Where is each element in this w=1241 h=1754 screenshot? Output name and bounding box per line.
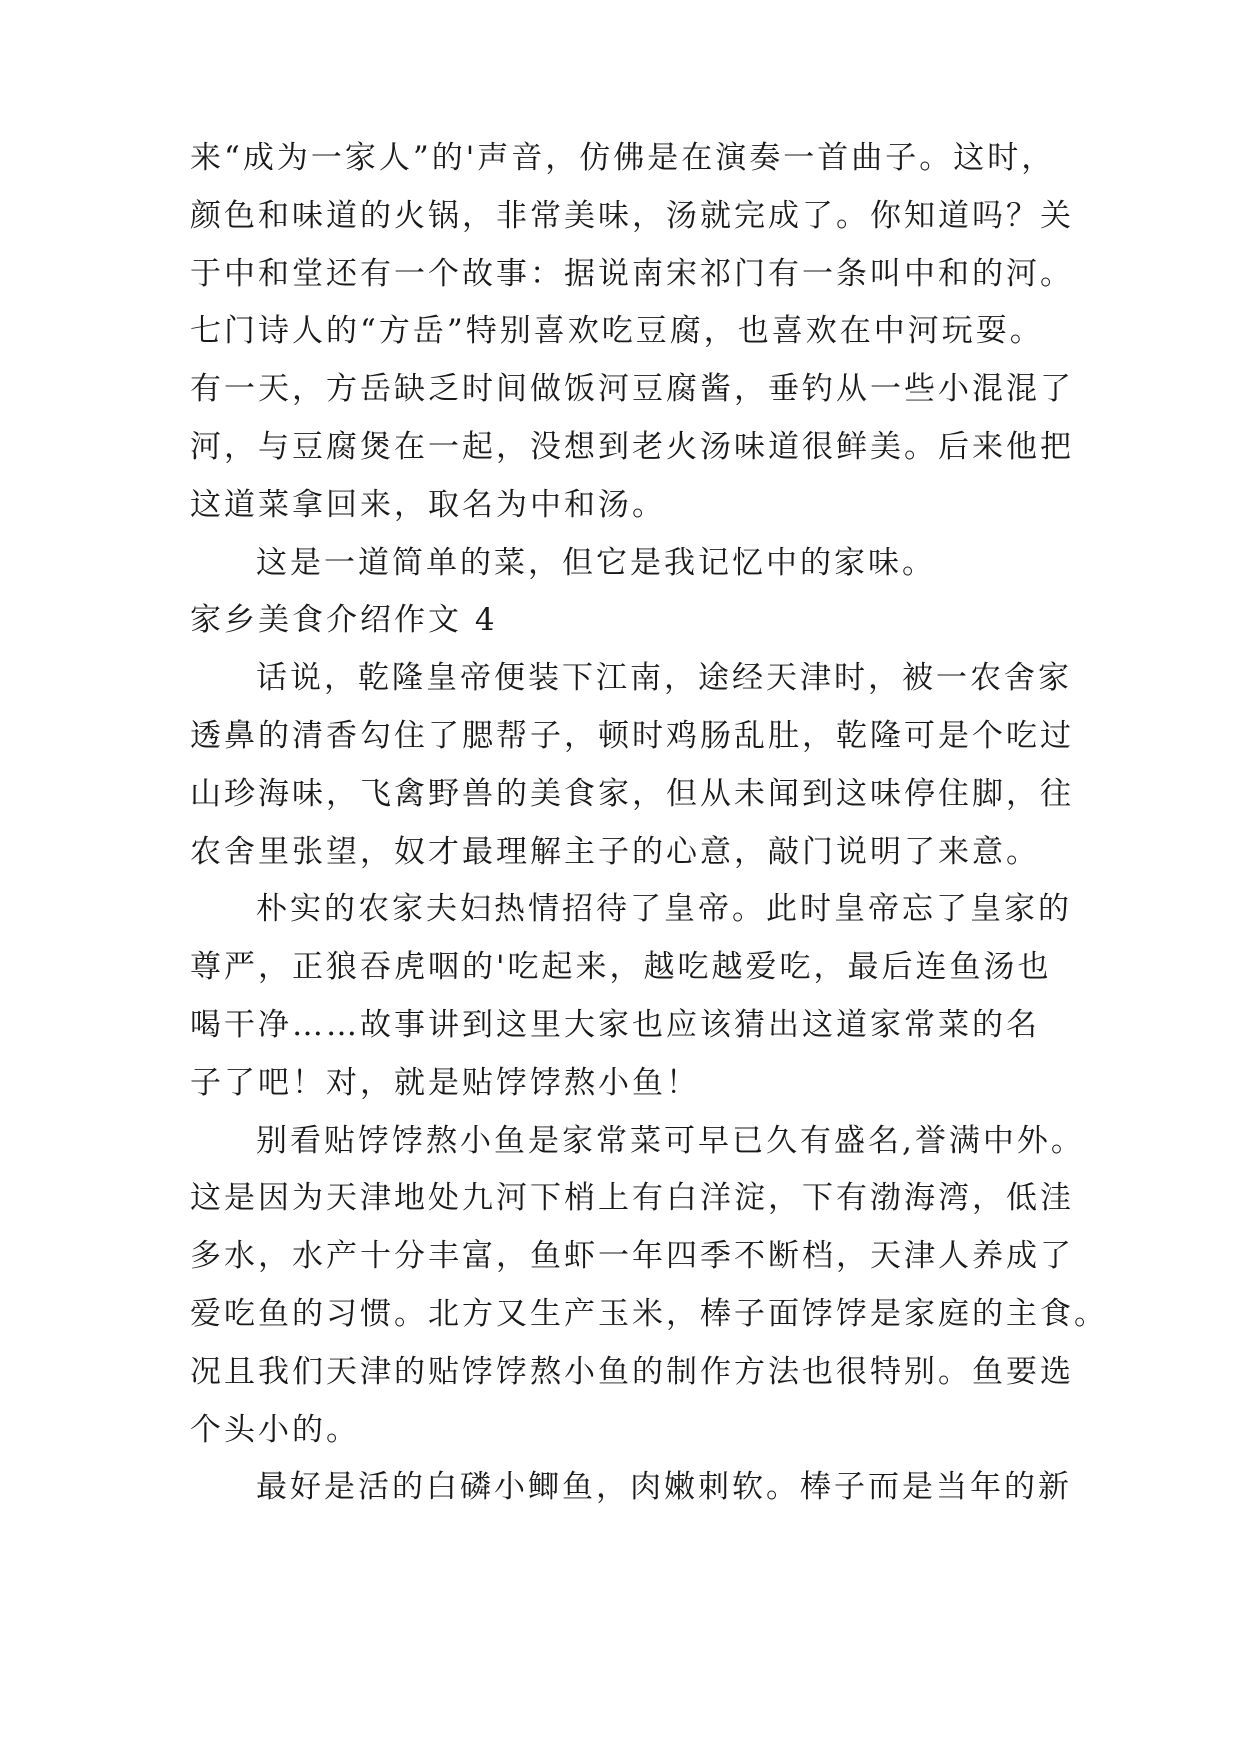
text-line: 七门诗人的“方岳”特别喜欢吃豆腐，也喜欢在中河玩耍。 xyxy=(190,313,1044,350)
text-line: 农舍里张望，奴才最理解主子的心意，敲门说明了来意。 xyxy=(190,833,1040,870)
paragraph-3 xyxy=(190,650,1074,881)
text-line: 有一天，方岳缺乏时间做饭河豆腐酱，垂钓从一些小混混了 xyxy=(190,371,1074,408)
paragraph-2 xyxy=(190,535,1070,593)
text-line: 别看贴饽饽熬小鱼是家常菜可早已久有盛名,誉满中外。 xyxy=(256,1122,1085,1159)
section-heading: 家乡美食介绍作文 4 xyxy=(190,602,498,639)
text-line: 朴实的农家夫妇热情招待了皇帝。此时皇帝忘了皇家的 xyxy=(256,891,1072,928)
text-line: 喝干净……故事讲到这里大家也应该猜出这道家常菜的名 xyxy=(190,1006,1040,1043)
paragraph-4 xyxy=(190,881,1070,1112)
text-line: 尊严，正狼吞虎咽的'吃起来，越吃越爱吃，最后连鱼汤也 xyxy=(190,949,1052,986)
paragraph-6 xyxy=(190,1459,1070,1517)
text-line: 这是一道简单的菜，但它是我记忆中的家味。 xyxy=(256,544,936,581)
text-line: 话说，乾隆皇帝便装下江南，途经天津时，被一农舍家 xyxy=(256,660,1072,697)
text-line: 这道菜拿回来，取名为中和汤。 xyxy=(190,486,666,523)
text-line: 个头小的。 xyxy=(190,1411,360,1448)
paragraph-1 xyxy=(190,130,1074,535)
text-line: 河，与豆腐煲在一起，没想到老火汤味道很鲜美。后来他把 xyxy=(190,428,1074,465)
text-line: 来“成为一家人”的'声音，仿佛是在演奏一首曲子。这时， xyxy=(190,140,1056,176)
text-line: 多水，水产十分丰富，鱼虾一年四季不断档，天津人养成了 xyxy=(190,1238,1074,1275)
text-line: 山珍海味，飞禽野兽的美食家，但从未闻到这味停住脚，往 xyxy=(190,775,1074,812)
text-line: 于中和堂还有一个故事：据说南宋祁门有一条叫中和的河。 xyxy=(190,255,1074,292)
text-line: 透鼻的清香勾住了腮帮子，顿时鸡肠乱肚，乾隆可是个吃过 xyxy=(190,717,1074,754)
text-line: 爱吃鱼的习惯。北方又生产玉米，棒子面饽饽是家庭的主食。 xyxy=(190,1295,1108,1332)
text-line: 况且我们天津的贴饽饽熬小鱼的制作方法也很特别。鱼要选 xyxy=(190,1353,1074,1390)
text-line: 最好是活的白磷小鲫鱼，肉嫩刺软。棒子而是当年的新 xyxy=(256,1469,1072,1506)
text-line: 这是因为天津地处九河下梢上有白洋淀，下有渤海湾，低洼 xyxy=(190,1180,1074,1217)
text-line: 子了吧！对，就是贴饽饽熬小鱼！ xyxy=(190,1064,700,1101)
text-line: 颜色和味道的火锅，非常美味，汤就完成了。你知道吗？关 xyxy=(190,197,1074,234)
document-page xyxy=(190,130,1108,1517)
paragraph-5 xyxy=(190,1113,1108,1460)
